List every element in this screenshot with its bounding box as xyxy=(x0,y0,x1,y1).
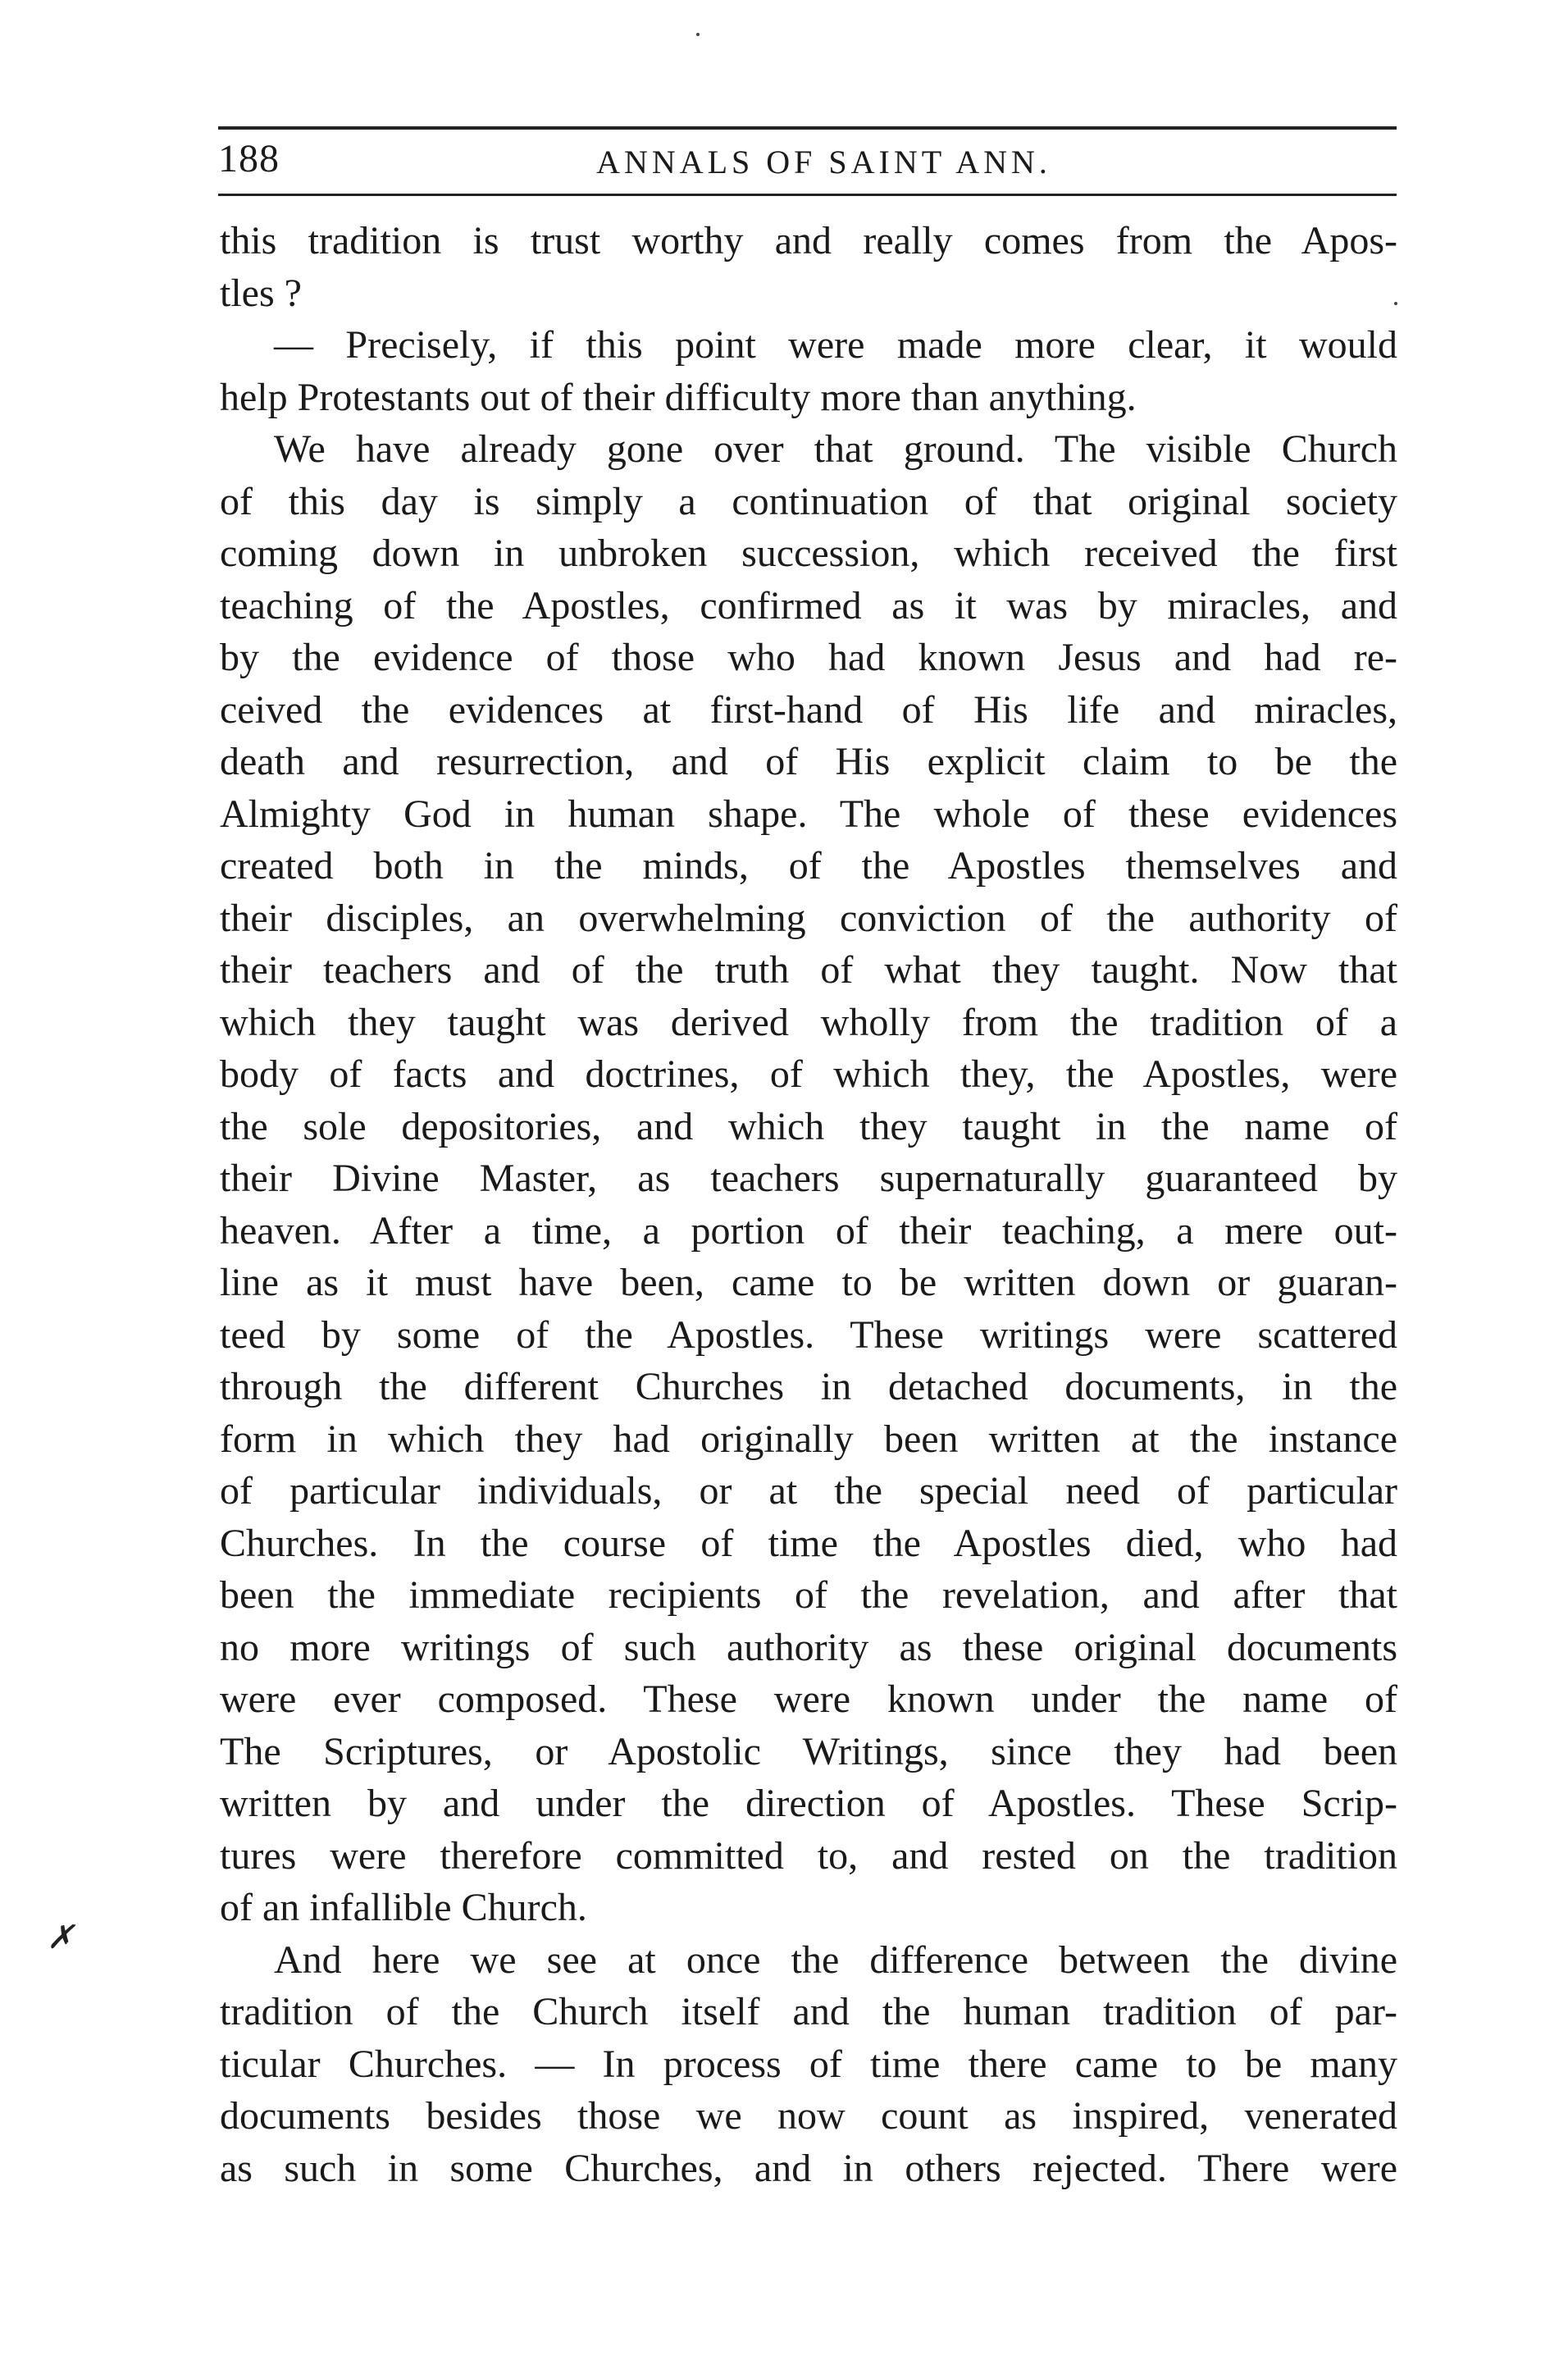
text-line: which they taught was derived wholly from the tradition of a xyxy=(220,1000,1397,1044)
text-line: the sole depositories, and which they taught in the name of xyxy=(220,1104,1397,1148)
text-line: tures were therefore committed to, and rested on the tradition xyxy=(220,1833,1397,1878)
text-line: been the immediate recipients of the revelation, and after that xyxy=(220,1573,1397,1617)
text-line: form in which they had originally been written at the instance xyxy=(220,1417,1397,1461)
text-line: coming down in unbroken succession, which received the first xyxy=(220,532,1397,575)
text-line: their teachers and of the truth of what they taught. Now that xyxy=(220,948,1397,992)
text-line: body of facts and doctrines, of which they, the Apostles, were xyxy=(220,1052,1397,1096)
print-speck xyxy=(696,33,700,36)
text-line: their disciples, an overwhelming conviction of the authority of xyxy=(220,896,1397,940)
text-line: The Scriptures, or Apostolic Writings, since they had been xyxy=(220,1729,1397,1773)
page-number: 188 xyxy=(218,137,280,180)
running-title: ANNALS OF SAINT ANN. xyxy=(596,144,1051,180)
text-line: help Protestants out of their difficulty more than anything. xyxy=(220,375,1137,419)
text-line: documents besides those we now count as inspired, venerated xyxy=(220,2094,1397,2138)
text-line: ceived the evidences at first-hand of His life and miracles, xyxy=(220,687,1397,732)
text-line: And here we see at once the difference between the divine xyxy=(274,1937,1397,1982)
text-line: were ever composed. These were known under the name of xyxy=(220,1677,1397,1721)
text-line: ticular Churches. — In process of time there came to be many xyxy=(220,2042,1397,2086)
text-line: Churches. In the course of time the Apostles died, who had xyxy=(220,1521,1397,1565)
body-text xyxy=(220,215,1397,2194)
text-line: death and resurrection, and of His explicit claim to be the xyxy=(220,740,1397,783)
text-line: — Precisely, if this point were made more clear, it would xyxy=(274,323,1397,367)
text-line: We have already gone over that ground. The visible Church xyxy=(274,427,1397,471)
text-line: no more writings of such authority as these original documents xyxy=(220,1625,1397,1669)
text-line: teed by some of the Apostles. These writings were scattered xyxy=(220,1312,1397,1357)
margin-ink-mark: ✗ xyxy=(47,1919,75,1956)
text-line: written by and under the direction of Apostles. These Scrip- xyxy=(220,1782,1397,1825)
header-bottom-rule xyxy=(218,194,1397,196)
text-line: as such in some Churches, and in others rejected. There were xyxy=(220,2146,1397,2190)
text-line: through the different Churches in detached documents, in the xyxy=(220,1365,1397,1408)
text-line: heaven. After a time, a portion of their teaching, a mere out- xyxy=(220,1208,1397,1253)
text-line: line as it must have been, came to be written down or guaran- xyxy=(220,1261,1397,1304)
text-line: by the evidence of those who had known Jesus and had re- xyxy=(220,636,1397,679)
text-line: their Divine Master, as teachers supernaturally guaranteed by xyxy=(220,1157,1397,1200)
text-line: tradition of the Church itself and the human tradition of par- xyxy=(220,1990,1397,2033)
page-header xyxy=(218,135,1397,187)
text-line: this tradition is trust worthy and really comes from the Apos- xyxy=(220,219,1397,262)
text-line: of particular individuals, or at the special need of particular xyxy=(220,1469,1397,1513)
text-line: tles ? xyxy=(220,271,302,315)
text-line: created both in the minds, of the Apostles themselves and xyxy=(220,844,1397,888)
header-top-rule xyxy=(218,126,1397,130)
text-line: of an infallible Church. xyxy=(220,1886,587,1929)
text-line: of this day is simply a continuation of that original society xyxy=(220,479,1397,523)
text-line: teaching of the Apostles, confirmed as it was by miracles, and xyxy=(220,583,1397,628)
text-line: Almighty God in human shape. The whole of these evidences xyxy=(220,792,1397,836)
